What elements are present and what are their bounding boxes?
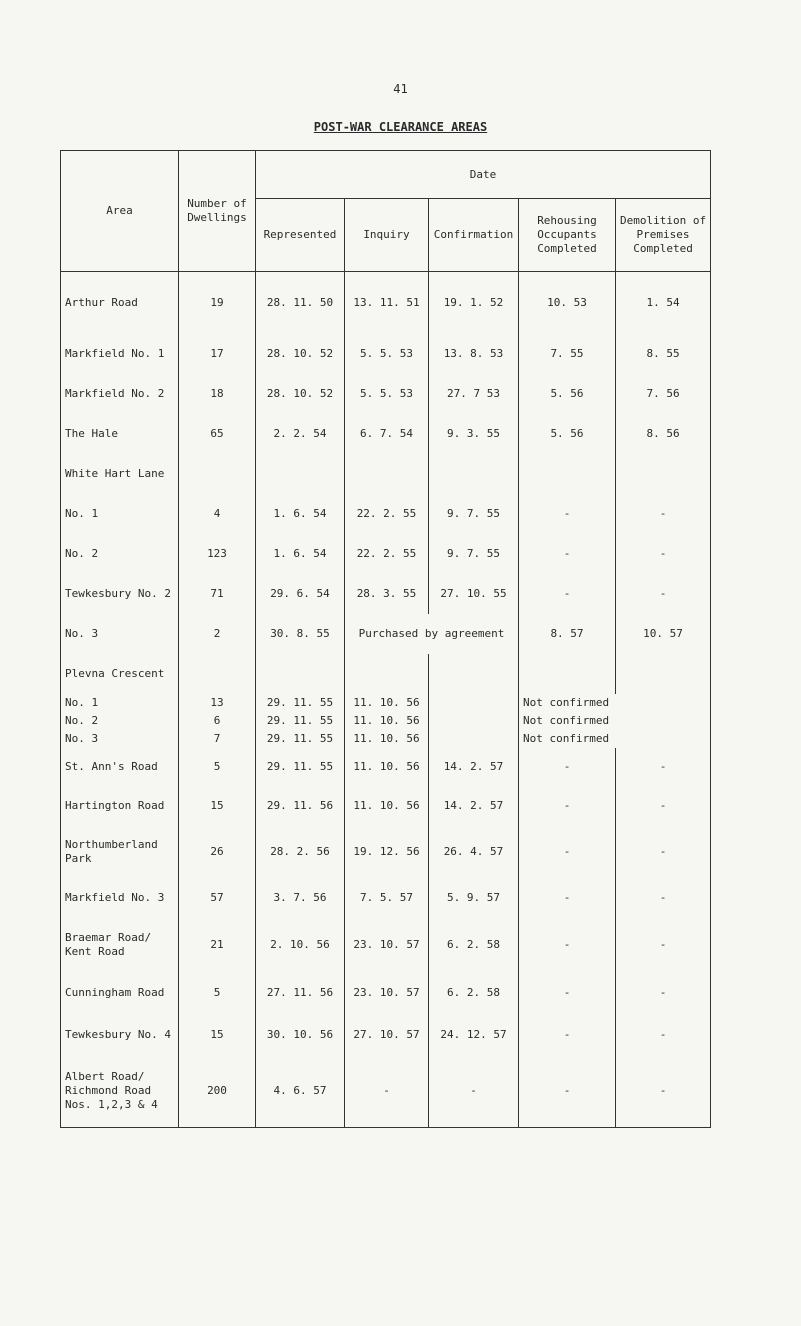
cell-rehousing: - bbox=[519, 972, 616, 1014]
cell-area: Cunningham Road bbox=[61, 972, 179, 1014]
page-number: 41 bbox=[393, 82, 408, 96]
cell-dwellings: 18 bbox=[179, 374, 256, 414]
cell-rehousing: - bbox=[519, 1014, 616, 1056]
cell-confirmation: 9. 7. 55 bbox=[429, 494, 519, 534]
cell-inquiry bbox=[345, 454, 429, 494]
cell-inquiry: 13. 11. 51 bbox=[345, 272, 429, 334]
cell-represented bbox=[256, 454, 345, 494]
table-row bbox=[61, 712, 711, 730]
cell-demolition: 1. 54 bbox=[616, 272, 711, 334]
cell-dwellings: 26 bbox=[179, 826, 256, 878]
cell-demolition: 10. 57 bbox=[616, 614, 711, 654]
cell-area: Albert Road/ Richmond Road Nos. 1,2,3 & 4 bbox=[61, 1056, 179, 1128]
table-row bbox=[61, 972, 711, 1014]
clearance-table bbox=[60, 150, 711, 1128]
cell-dwellings: 15 bbox=[179, 1014, 256, 1056]
header-inquiry: Inquiry bbox=[345, 199, 429, 272]
cell-area: White Hart Lane bbox=[61, 454, 179, 494]
cell-dwellings: 6 bbox=[179, 712, 256, 730]
table-row bbox=[61, 1014, 711, 1056]
cell-rehousing: - bbox=[519, 918, 616, 972]
cell-represented: 1. 6. 54 bbox=[256, 494, 345, 534]
cell-demolition: - bbox=[616, 918, 711, 972]
cell-demolition bbox=[616, 454, 711, 494]
table-row bbox=[61, 748, 711, 786]
cell-represented: 27. 11. 56 bbox=[256, 972, 345, 1014]
cell-rehousing: 7. 55 bbox=[519, 334, 616, 374]
cell-confirmation: 14. 2. 57 bbox=[429, 748, 519, 786]
cell-rehousing bbox=[519, 654, 616, 694]
cell-rehousing: 8. 57 bbox=[519, 614, 616, 654]
cell-note: Not confirmed bbox=[519, 730, 711, 748]
cell-confirmation: 5. 9. 57 bbox=[429, 878, 519, 918]
table-row bbox=[61, 374, 711, 414]
cell-dwellings: 65 bbox=[179, 414, 256, 454]
cell-inquiry: 28. 3. 55 bbox=[345, 574, 429, 614]
cell-dwellings: 13 bbox=[179, 694, 256, 712]
cell-note: Not confirmed bbox=[519, 694, 711, 712]
cell-dwellings: 7 bbox=[179, 730, 256, 748]
cell-area: Markfield No. 2 bbox=[61, 374, 179, 414]
header-dwellings: Number of Dwellings bbox=[179, 151, 256, 272]
header-demolition: Demolition of Premises Completed bbox=[616, 199, 711, 272]
cell-confirmation bbox=[429, 654, 519, 694]
cell-represented: 29. 11. 55 bbox=[256, 694, 345, 712]
cell-inquiry: 5. 5. 53 bbox=[345, 374, 429, 414]
cell-confirmation bbox=[429, 694, 519, 712]
cell-demolition: - bbox=[616, 972, 711, 1014]
table-header bbox=[61, 151, 711, 272]
cell-dwellings: 57 bbox=[179, 878, 256, 918]
cell-area: St. Ann's Road bbox=[61, 748, 179, 786]
cell-confirmation: 27. 10. 55 bbox=[429, 574, 519, 614]
table-row bbox=[61, 414, 711, 454]
cell-demolition: - bbox=[616, 786, 711, 826]
cell-demolition: 8. 56 bbox=[616, 414, 711, 454]
cell-represented: 28. 11. 50 bbox=[256, 272, 345, 334]
table-row bbox=[61, 494, 711, 534]
cell-area: Markfield No. 3 bbox=[61, 878, 179, 918]
cell-area: No. 3 bbox=[61, 730, 179, 748]
cell-dwellings: 5 bbox=[179, 748, 256, 786]
cell-inquiry-confirmation: Purchased by agreement bbox=[345, 614, 519, 654]
table-row bbox=[61, 574, 711, 614]
cell-rehousing: 5. 56 bbox=[519, 414, 616, 454]
cell-dwellings: 21 bbox=[179, 918, 256, 972]
cell-demolition bbox=[616, 654, 711, 694]
cell-dwellings: 17 bbox=[179, 334, 256, 374]
header-confirmation: Confirmation bbox=[429, 199, 519, 272]
cell-rehousing: 5. 56 bbox=[519, 374, 616, 414]
cell-represented: 28. 10. 52 bbox=[256, 374, 345, 414]
cell-represented: 4. 6. 57 bbox=[256, 1056, 345, 1128]
cell-area: Tewkesbury No. 2 bbox=[61, 574, 179, 614]
cell-demolition: - bbox=[616, 534, 711, 574]
header-area: Area bbox=[61, 151, 179, 272]
cell-dwellings: 71 bbox=[179, 574, 256, 614]
cell-confirmation: 27. 7 53 bbox=[429, 374, 519, 414]
cell-represented: 29. 11. 55 bbox=[256, 730, 345, 748]
cell-inquiry: 5. 5. 53 bbox=[345, 334, 429, 374]
cell-confirmation: 6. 2. 58 bbox=[429, 918, 519, 972]
cell-dwellings bbox=[179, 454, 256, 494]
cell-confirmation: 6. 2. 58 bbox=[429, 972, 519, 1014]
cell-rehousing: - bbox=[519, 494, 616, 534]
cell-confirmation bbox=[429, 712, 519, 730]
cell-area: Northumberland Park bbox=[61, 826, 179, 878]
cell-dwellings: 123 bbox=[179, 534, 256, 574]
cell-demolition: - bbox=[616, 1056, 711, 1128]
cell-confirmation: 9. 3. 55 bbox=[429, 414, 519, 454]
cell-demolition: - bbox=[616, 826, 711, 878]
cell-rehousing: - bbox=[519, 1056, 616, 1128]
table-row bbox=[61, 1056, 711, 1128]
cell-area: No. 1 bbox=[61, 494, 179, 534]
cell-confirmation: 24. 12. 57 bbox=[429, 1014, 519, 1056]
cell-inquiry: 22. 2. 55 bbox=[345, 534, 429, 574]
cell-represented: 2. 2. 54 bbox=[256, 414, 345, 454]
cell-note: Not confirmed bbox=[519, 712, 711, 730]
cell-demolition: - bbox=[616, 1014, 711, 1056]
table-row bbox=[61, 786, 711, 826]
cell-inquiry: 22. 2. 55 bbox=[345, 494, 429, 534]
cell-represented: 29. 11. 55 bbox=[256, 712, 345, 730]
header-represented: Represented bbox=[256, 199, 345, 272]
cell-confirmation: 9. 7. 55 bbox=[429, 534, 519, 574]
cell-area: Hartington Road bbox=[61, 786, 179, 826]
cell-area: No. 2 bbox=[61, 712, 179, 730]
cell-demolition: 7. 56 bbox=[616, 374, 711, 414]
table-row bbox=[61, 272, 711, 334]
cell-area: Braemar Road/ Kent Road bbox=[61, 918, 179, 972]
cell-represented: 28. 10. 52 bbox=[256, 334, 345, 374]
cell-rehousing: - bbox=[519, 534, 616, 574]
header-date: Date bbox=[256, 151, 711, 199]
cell-confirmation: 19. 1. 52 bbox=[429, 272, 519, 334]
cell-dwellings: 200 bbox=[179, 1056, 256, 1128]
table-row bbox=[61, 454, 711, 494]
cell-area: Plevna Crescent bbox=[61, 654, 179, 694]
cell-represented: 2. 10. 56 bbox=[256, 918, 345, 972]
cell-rehousing: - bbox=[519, 748, 616, 786]
cell-represented: 1. 6. 54 bbox=[256, 534, 345, 574]
cell-confirmation: 26. 4. 57 bbox=[429, 826, 519, 878]
cell-inquiry: 27. 10. 57 bbox=[345, 1014, 429, 1056]
cell-inquiry: 19. 12. 56 bbox=[345, 826, 429, 878]
cell-rehousing: - bbox=[519, 786, 616, 826]
cell-represented: 30. 10. 56 bbox=[256, 1014, 345, 1056]
cell-inquiry bbox=[345, 654, 429, 694]
cell-dwellings: 4 bbox=[179, 494, 256, 534]
table-row bbox=[61, 694, 711, 712]
cell-inquiry: 11. 10. 56 bbox=[345, 786, 429, 826]
cell-confirmation bbox=[429, 454, 519, 494]
cell-represented bbox=[256, 654, 345, 694]
cell-inquiry: 11. 10. 56 bbox=[345, 748, 429, 786]
cell-rehousing: - bbox=[519, 826, 616, 878]
cell-demolition: - bbox=[616, 748, 711, 786]
cell-rehousing bbox=[519, 454, 616, 494]
cell-inquiry: 11. 10. 56 bbox=[345, 712, 429, 730]
cell-area: Tewkesbury No. 4 bbox=[61, 1014, 179, 1056]
cell-area: No. 1 bbox=[61, 694, 179, 712]
cell-dwellings: 15 bbox=[179, 786, 256, 826]
cell-area: No. 3 bbox=[61, 614, 179, 654]
table-row bbox=[61, 534, 711, 574]
cell-represented: 3. 7. 56 bbox=[256, 878, 345, 918]
cell-demolition: - bbox=[616, 494, 711, 534]
page-title: POST-WAR CLEARANCE AREAS bbox=[313, 120, 488, 134]
cell-inquiry: 11. 10. 56 bbox=[345, 694, 429, 712]
cell-represented: 30. 8. 55 bbox=[256, 614, 345, 654]
cell-dwellings bbox=[179, 654, 256, 694]
cell-area: The Hale bbox=[61, 414, 179, 454]
cell-inquiry: 11. 10. 56 bbox=[345, 730, 429, 748]
table-row bbox=[61, 614, 711, 654]
table-row bbox=[61, 918, 711, 972]
cell-represented: 29. 11. 56 bbox=[256, 786, 345, 826]
cell-confirmation: 14. 2. 57 bbox=[429, 786, 519, 826]
cell-demolition: - bbox=[616, 878, 711, 918]
cell-area: No. 2 bbox=[61, 534, 179, 574]
cell-inquiry: 23. 10. 57 bbox=[345, 918, 429, 972]
cell-demolition: 8. 55 bbox=[616, 334, 711, 374]
header-rehousing: Rehousing Occupants Completed bbox=[519, 199, 616, 272]
table-row bbox=[61, 654, 711, 694]
cell-represented: 29. 6. 54 bbox=[256, 574, 345, 614]
cell-represented: 28. 2. 56 bbox=[256, 826, 345, 878]
cell-inquiry: 23. 10. 57 bbox=[345, 972, 429, 1014]
cell-area: Markfield No. 1 bbox=[61, 334, 179, 374]
cell-dwellings: 2 bbox=[179, 614, 256, 654]
cell-rehousing: - bbox=[519, 574, 616, 614]
cell-confirmation: 13. 8. 53 bbox=[429, 334, 519, 374]
table-row bbox=[61, 826, 711, 878]
cell-represented: 29. 11. 55 bbox=[256, 748, 345, 786]
cell-confirmation: - bbox=[429, 1056, 519, 1128]
table-row bbox=[61, 334, 711, 374]
cell-dwellings: 19 bbox=[179, 272, 256, 334]
cell-inquiry: 6. 7. 54 bbox=[345, 414, 429, 454]
table-row bbox=[61, 878, 711, 918]
table-row bbox=[61, 730, 711, 748]
cell-dwellings: 5 bbox=[179, 972, 256, 1014]
cell-rehousing: - bbox=[519, 878, 616, 918]
cell-confirmation bbox=[429, 730, 519, 748]
cell-rehousing: 10. 53 bbox=[519, 272, 616, 334]
cell-inquiry: 7. 5. 57 bbox=[345, 878, 429, 918]
cell-inquiry: - bbox=[345, 1056, 429, 1128]
cell-demolition: - bbox=[616, 574, 711, 614]
table-body bbox=[61, 272, 711, 1128]
cell-area: Arthur Road bbox=[61, 272, 179, 334]
